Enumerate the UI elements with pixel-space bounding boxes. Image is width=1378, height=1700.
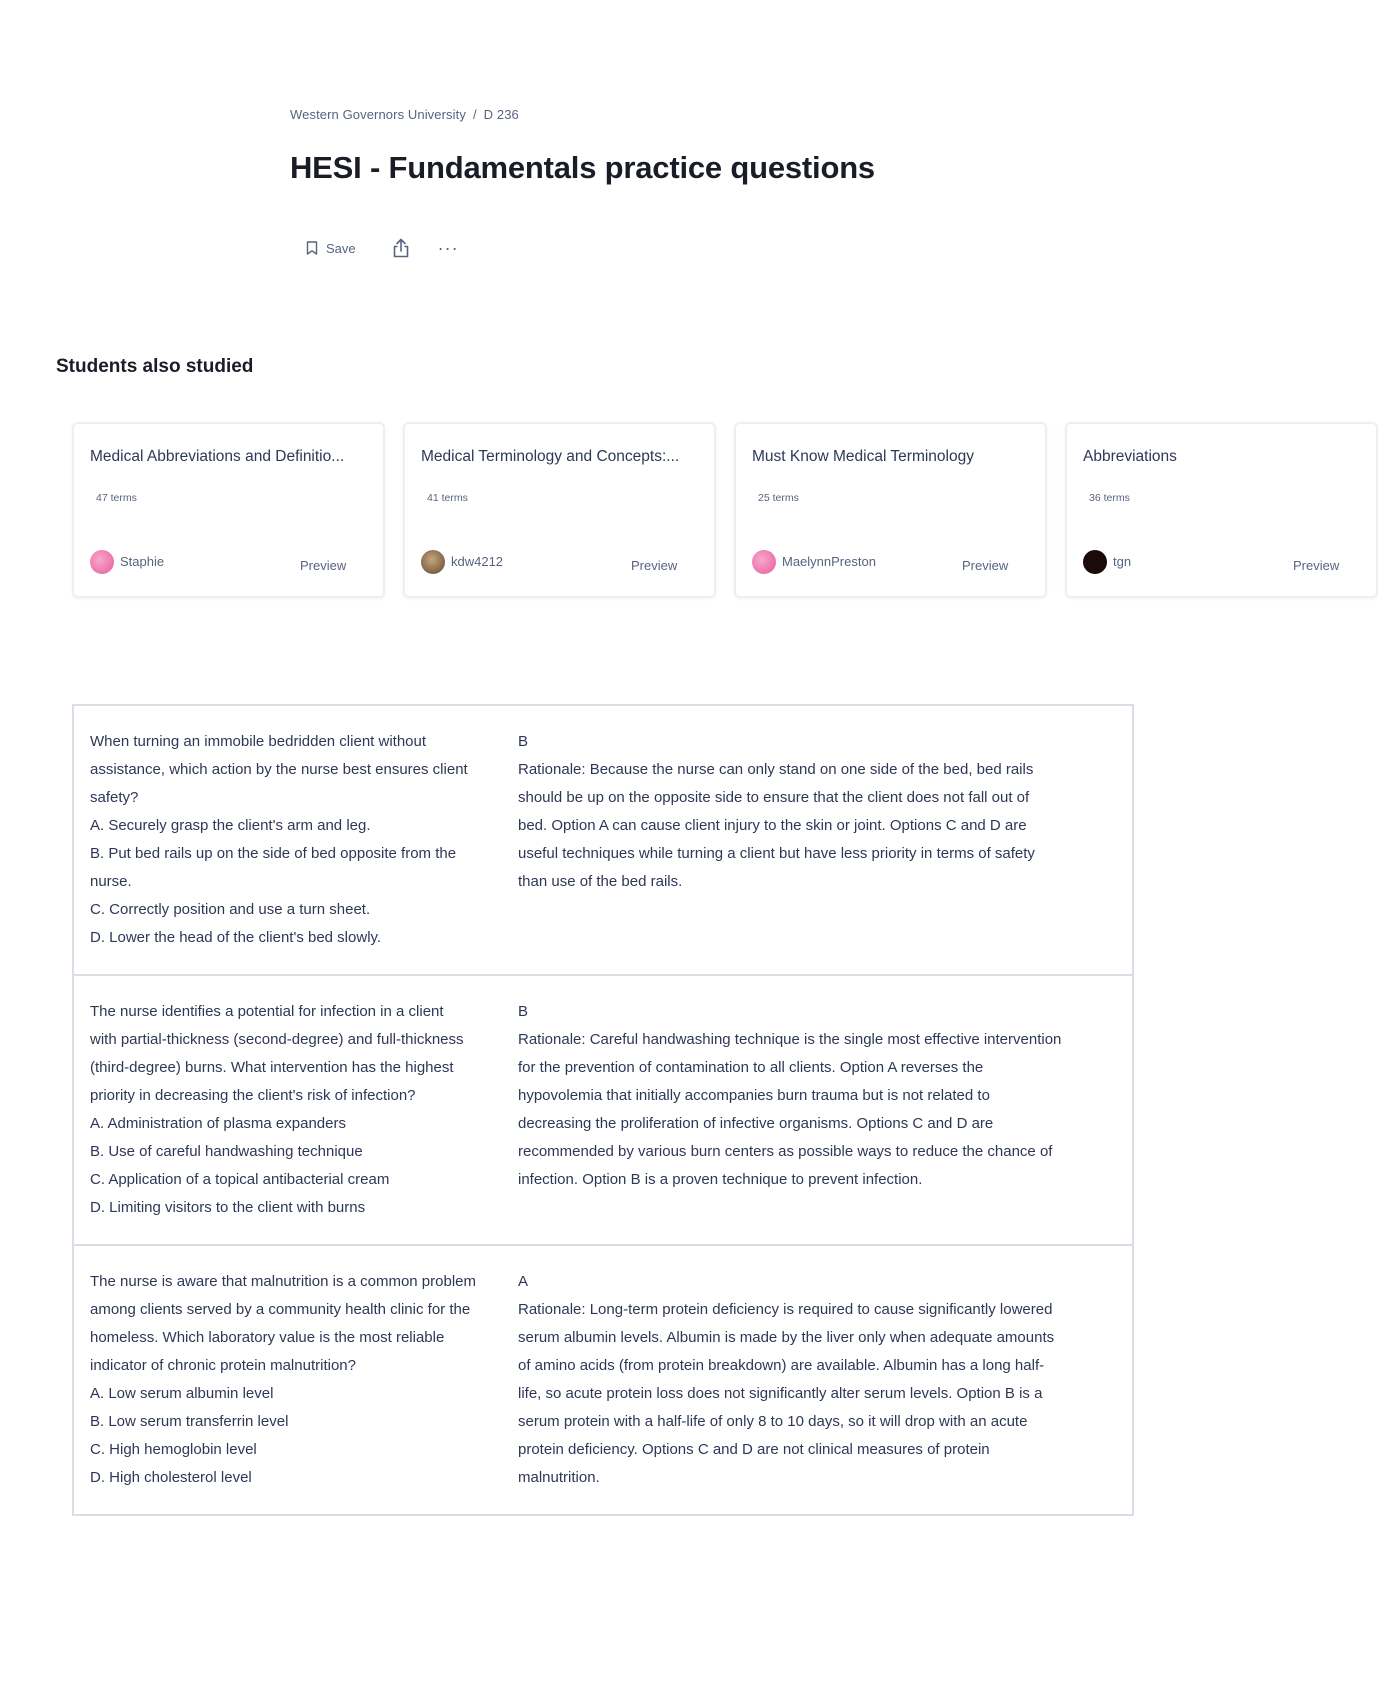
- term-line: A. Administration of plasma expanders: [90, 1115, 346, 1132]
- preview-button[interactable]: Preview: [631, 558, 678, 573]
- definition-line: A: [518, 1273, 529, 1290]
- question-term: [74, 976, 518, 1244]
- card-title: Medical Abbreviations and Definitio...: [90, 448, 345, 465]
- term-line: among clients served by a community health clinic for the: [90, 1301, 471, 1318]
- study-set-card[interactable]: [1065, 422, 1378, 598]
- term-line: assistance, which action by the nurse best ensures client: [90, 761, 468, 778]
- breadcrumb: [290, 107, 519, 122]
- answer-definition: [518, 706, 1132, 974]
- definition-line: bed. Option A can cause client injury to the skin or joint. Options C and D are: [518, 817, 1027, 834]
- more-options-button[interactable]: ···: [437, 238, 459, 258]
- definition-line: Rationale: Careful handwashing technique is the single most effective intervention: [518, 1031, 1062, 1048]
- table-row: [74, 706, 1132, 974]
- card-title: Abbreviations: [1083, 448, 1177, 465]
- study-set-card[interactable]: [734, 422, 1047, 598]
- section-title: Students also studied: [56, 356, 254, 377]
- card-title: Medical Terminology and Concepts:...: [421, 448, 680, 465]
- card-term-count: 25 terms: [758, 492, 799, 504]
- definition-line: life, so acute protein loss does not significantly alter serum levels. Option B is a: [518, 1385, 1043, 1402]
- term-line: D. High cholesterol level: [90, 1469, 252, 1486]
- preview-button[interactable]: Preview: [962, 558, 1009, 573]
- term-line: B. Low serum transferrin level: [90, 1413, 289, 1430]
- question-term: [74, 706, 518, 974]
- card-term-count: 36 terms: [1089, 492, 1130, 504]
- term-line: When turning an immobile bedridden client without: [90, 733, 427, 750]
- definition-line: Rationale: Long-term protein deficiency is required to cause significantly lowered: [518, 1301, 1053, 1318]
- card-author[interactable]: kdw4212: [451, 554, 504, 569]
- term-line: safety?: [90, 789, 139, 806]
- card-title: Must Know Medical Terminology: [752, 448, 974, 465]
- card-author[interactable]: MaelynnPreston: [782, 554, 876, 569]
- term-line: C. Correctly position and use a turn sheet.: [90, 901, 371, 918]
- definition-line: malnutrition.: [518, 1469, 600, 1486]
- set-actions: [306, 237, 459, 259]
- study-set-card[interactable]: [403, 422, 716, 598]
- answer-definition: [518, 1246, 1132, 1514]
- definition-line: B: [518, 1003, 529, 1020]
- term-line: B. Use of careful handwashing technique: [90, 1143, 363, 1160]
- definition-line: recommended by various burn centers as possible ways to reduce the chance of: [518, 1143, 1053, 1160]
- question-term: [74, 1246, 518, 1514]
- page-title: HESI - Fundamentals practice questions: [290, 150, 875, 185]
- term-line: D. Lower the head of the client's bed slowly.: [90, 929, 382, 946]
- avatar: [1083, 550, 1107, 574]
- avatar: [752, 550, 776, 574]
- term-line: nurse.: [90, 873, 132, 890]
- breadcrumb-course-link[interactable]: D 236: [483, 107, 519, 122]
- table-row: [74, 1244, 1132, 1514]
- avatar: [421, 550, 445, 574]
- term-line: A. Low serum albumin level: [90, 1385, 274, 1402]
- terms-table: [72, 704, 1134, 1516]
- term-line: (third-degree) burns. What intervention has the highest: [90, 1059, 454, 1076]
- breadcrumb-school-link[interactable]: Western Governors University: [290, 107, 466, 122]
- term-line: B. Put bed rails up on the side of bed opposite from the: [90, 845, 457, 862]
- preview-button[interactable]: Preview: [1293, 558, 1340, 573]
- avatar: [90, 550, 114, 574]
- definition-line: serum protein with a half-life of only 8 to 10 days, so it will drop with an acute: [518, 1413, 1028, 1430]
- save-button[interactable]: [306, 241, 356, 256]
- also-studied-carousel: [72, 422, 1340, 602]
- definition-line: of amino acids (from protein breakdown) are available. Albumin has a long half-: [518, 1357, 1045, 1374]
- definition-line: infection. Option B is a proven technique to prevent infection.: [518, 1171, 923, 1188]
- term-line: A. Securely grasp the client's arm and leg.: [90, 817, 371, 834]
- definition-line: hypovolemia that initially accompanies burn trauma but is not related to: [518, 1087, 990, 1104]
- save-label: Save: [326, 240, 356, 256]
- definition-line: serum albumin levels. Albumin is made by the liver only when adequate amounts: [518, 1329, 1055, 1346]
- term-line: The nurse is aware that malnutrition is a common problem: [90, 1273, 477, 1290]
- card-term-count: 47 terms: [96, 492, 137, 504]
- share-icon: [392, 238, 410, 258]
- definition-line: decreasing the proliferation of infective organisms. Options C and D are: [518, 1115, 994, 1132]
- definition-line: Rationale: Because the nurse can only stand on one side of the bed, bed rails: [518, 761, 1034, 778]
- definition-line: protein deficiency. Options C and D are not clinical measures of protein: [518, 1441, 990, 1458]
- definition-line: for the prevention of contamination to all clients. Option A reverses the: [518, 1059, 984, 1076]
- definition-line: B: [518, 733, 529, 750]
- card-author[interactable]: Staphie: [120, 554, 165, 569]
- term-line: with partial-thickness (second-degree) and full-thickness: [90, 1031, 464, 1048]
- share-button[interactable]: [390, 237, 412, 259]
- definition-line: useful techniques while turning a client but have less priority in terms of safety: [518, 845, 1035, 862]
- term-line: The nurse identifies a potential for infection in a client: [90, 1003, 444, 1020]
- term-line: homeless. Which laboratory value is the most reliable: [90, 1329, 445, 1346]
- card-author[interactable]: tgn: [1113, 554, 1132, 569]
- term-line: C. High hemoglobin level: [90, 1441, 257, 1458]
- bookmark-icon: [306, 241, 318, 255]
- term-line: C. Application of a topical antibacterial cream: [90, 1171, 390, 1188]
- card-term-count: 41 terms: [427, 492, 468, 504]
- term-line: priority in decreasing the client's risk of infection?: [90, 1087, 416, 1104]
- breadcrumb-separator: /: [472, 107, 477, 122]
- term-line: D. Limiting visitors to the client with burns: [90, 1199, 366, 1216]
- definition-line: should be up on the opposite side to ensure that the client does not fall out of: [518, 789, 1030, 806]
- study-set-card[interactable]: [72, 422, 385, 598]
- answer-definition: [518, 976, 1132, 1244]
- preview-button[interactable]: Preview: [300, 558, 347, 573]
- table-row: [74, 974, 1132, 1244]
- definition-line: than use of the bed rails.: [518, 873, 683, 890]
- term-line: indicator of chronic protein malnutrition?: [90, 1357, 356, 1374]
